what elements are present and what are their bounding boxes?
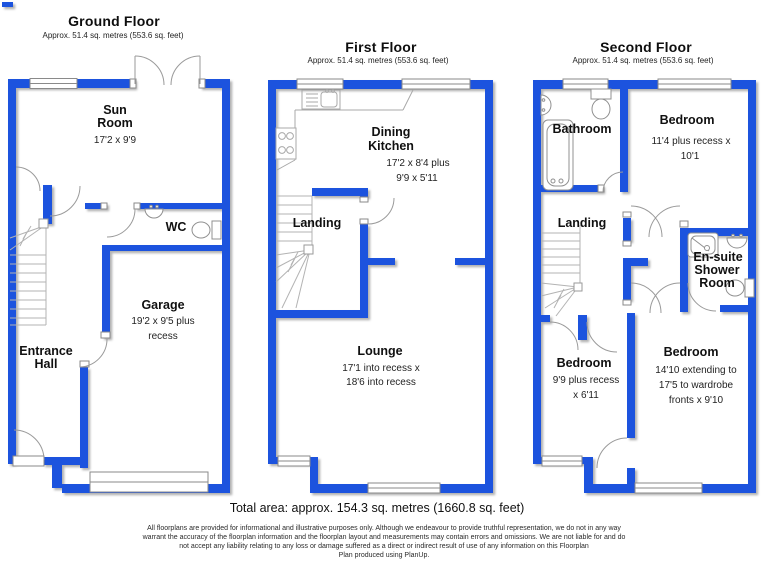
garage-label: Garage [141, 298, 185, 312]
sf-landing-label: Landing [557, 216, 607, 230]
sun-room-dims: 17'2 x 9'9 [93, 135, 137, 146]
french-door-arc [135, 56, 164, 85]
sf-stairs [541, 225, 582, 316]
toilet-icon [592, 99, 610, 119]
dining-kitchen-label: Dining [371, 125, 411, 139]
bedroom3-label: Bedroom [556, 356, 612, 370]
ensuite-label: En-suite [693, 250, 743, 264]
door-jamb [623, 241, 631, 246]
bedroom3-dims: x 6'11 [573, 390, 599, 401]
toilet-cistern-icon [745, 279, 754, 297]
french-door-arc [171, 56, 200, 85]
dining-kitchen-label: Kitchen [368, 139, 414, 153]
kitchen-door-arc [368, 198, 394, 224]
ff-stairs [276, 196, 313, 308]
dining-kitchen-dims: 17'2 x 8'4 plus [386, 158, 450, 169]
first-floor-subtitle: Approx. 51.4 sq. metres (553.6 sq. feet) [307, 56, 449, 65]
stairs-direction-arrow [288, 252, 298, 272]
disclaimer-line: All floorplans are provided for informational and illustrative purposes only. Although we endeavour to provide truthful representation, we do not in any way [147, 525, 621, 532]
entrance-hall-label: Hall [34, 357, 58, 371]
bedroom1-door-arc [649, 206, 680, 237]
sink-icon [727, 238, 747, 248]
newel-post [39, 219, 48, 228]
stove-icon [276, 128, 296, 159]
door-jamb [360, 197, 368, 202]
sink-icon [145, 209, 163, 218]
ff-doors [368, 198, 394, 224]
door-jamb [101, 332, 110, 338]
bedroom2-label: Bedroom [663, 345, 719, 359]
door-jamb [360, 219, 368, 224]
bathroom-label: Bathroom [552, 122, 612, 136]
bedroom1-door-arc [631, 206, 662, 237]
lounge-dims: 18'6 into recess [346, 377, 416, 388]
ensuite-label: Room [699, 276, 735, 290]
gf-walls [2, 2, 230, 493]
newel-post [574, 283, 582, 291]
newel-post [304, 245, 313, 254]
bedroom1-dims: 11'4 plus recess x [651, 136, 731, 147]
plan-produced-line: Plan produced using PlanUp. [338, 552, 430, 559]
bedroom2-lobby-door-arc [650, 283, 680, 313]
garage-dims: 19'2 x 9'5 plus [131, 316, 195, 327]
bedroom3-door-arc [550, 322, 578, 350]
entrance-hall-label: Entrance [19, 344, 73, 358]
door-arc [16, 167, 40, 191]
toilet-icon [192, 222, 210, 238]
second-floor-title: Second Floor [600, 39, 692, 55]
garage-dims: recess [148, 331, 178, 342]
entrance-threshold [13, 456, 44, 466]
wc-door-arc [107, 209, 135, 237]
bedroom2-door-arc [597, 438, 627, 468]
bedroom1-dims: 10'1 [680, 151, 700, 162]
ff-landing-label: Landing [292, 216, 342, 230]
door-jamb [623, 300, 631, 305]
door-jamb [101, 203, 107, 209]
lounge-label: Lounge [357, 344, 403, 358]
ensuite-label: Shower [694, 263, 740, 277]
bedroom3-dims: 9'9 plus recess [552, 375, 620, 386]
door-arc [50, 186, 80, 216]
ground-floor-plan [2, 2, 230, 493]
total-area-text: Total area: approx. 154.3 sq. metres (1660.8 sq. feet) [229, 501, 525, 515]
sink-icon [541, 95, 551, 115]
first-floor-title: First Floor [345, 39, 417, 55]
bedroom2-lobby-door-arc [631, 283, 661, 313]
door-arc [587, 322, 617, 352]
dining-kitchen-dims: 9'9 x 5'11 [396, 173, 438, 184]
ground-floor-subtitle: Approx. 51.4 sq. metres (553.6 sq. feet) [42, 31, 184, 40]
ground-floor-title: Ground Floor [68, 13, 160, 29]
door-jamb [680, 221, 688, 227]
toilet-cistern-icon [591, 89, 611, 99]
door-jamb [134, 203, 140, 209]
bedroom2-dims: 17'5 to wardrobe [658, 380, 734, 391]
sink-basin [321, 92, 337, 107]
wc-label: WC [165, 220, 187, 234]
toilet-cistern-icon [212, 221, 221, 239]
bedroom2-dims: 14'10 extending to [655, 365, 737, 376]
disclaimer-line: warrant the accuracy of the floorplan information and the floorplan layout and measurements may contain errors and omissions. We are not liable for and do [142, 534, 626, 541]
sun-room-label: Room [97, 116, 133, 130]
second-floor-subtitle: Approx. 51.4 sq. metres (553.6 sq. feet) [572, 56, 714, 65]
disclaimer-line: not accept any liability relating to any loss or damage suffered as a direct or indirect result of use of any information on this Floorplan [179, 543, 589, 550]
sun-room-label: Sun [103, 103, 127, 117]
bedroom1-label: Bedroom [659, 113, 715, 127]
bedroom2-dims: fronts x 9'10 [668, 395, 724, 406]
sf-bathroom-fixtures [541, 89, 611, 190]
door-jamb [623, 212, 631, 217]
lounge-dims: 17'1 into recess x [342, 363, 420, 374]
